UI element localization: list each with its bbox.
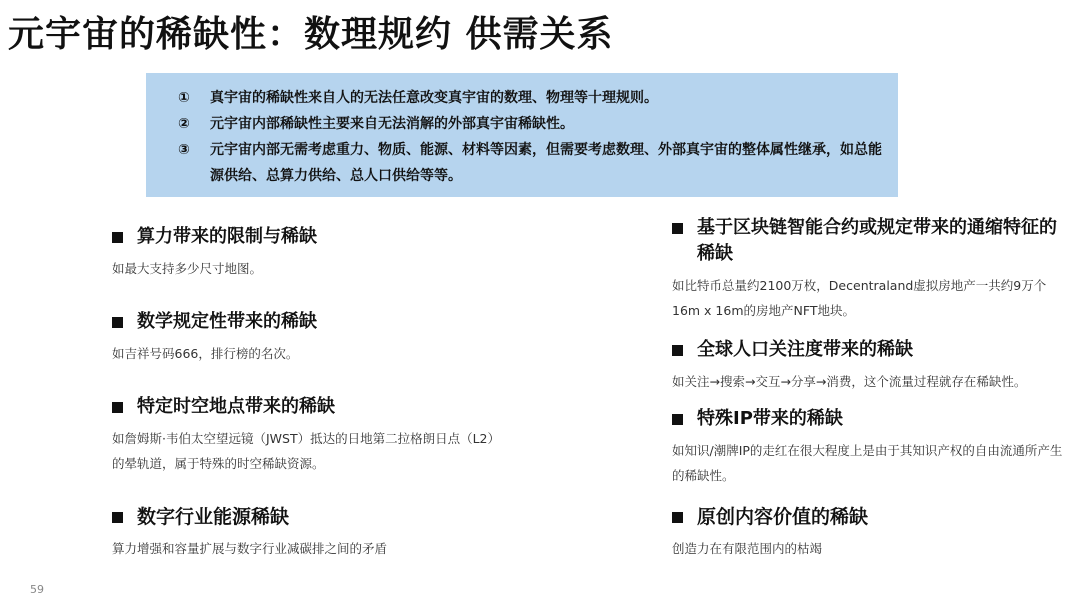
summary-item (178, 137, 884, 189)
section-heading-text: 基于区块链智能合约或规定带来的通缩特征的稀缺 (697, 217, 1057, 264)
section-heading-text: 数学规定性带来的稀缺 (137, 311, 317, 332)
section-heading (112, 504, 532, 530)
page-number: 59 (30, 583, 44, 596)
summary-text: 元宇宙内部稀缺性主要来自无法消解的外部真宇宙稀缺性。 (210, 116, 574, 132)
section-heading-text: 特定时空地点带来的稀缺 (137, 396, 335, 417)
section-body: 算力增强和容量扩展与数字行业减碳排之间的矛盾 (112, 541, 388, 556)
summary-box (146, 73, 898, 197)
square-bullet-icon (672, 345, 683, 356)
slide-title: 元宇宙的稀缺性：数理规约 供需关系 (8, 14, 614, 55)
section-body: 如关注→搜索→交互→分享→消费，这个流量过程就存在稀缺性。 (672, 374, 1027, 389)
section-spacetime-scarcity (112, 394, 512, 476)
section-heading-text: 全球人口关注度带来的稀缺 (697, 339, 913, 360)
section-heading (112, 309, 532, 335)
section-heading (672, 215, 1057, 267)
section-heading-text: 数字行业能源稀缺 (137, 506, 290, 528)
section-body: 如知识/潮牌IP的走红在很大程度上是由于其知识产权的自由流通所产生的稀缺性。 (672, 443, 1063, 483)
section-body: 如詹姆斯·韦伯太空望远镜（JWST）抵达的日地第二拉格朗日点（L2）的晕轨道，属于特殊的时空稀缺资源。 (112, 431, 501, 471)
section-original-content-scarcity (672, 504, 1072, 561)
square-bullet-icon (112, 317, 123, 328)
summary-item (178, 85, 884, 111)
section-math-scarcity (112, 309, 532, 366)
section-compute-scarcity (112, 224, 532, 281)
section-attention-scarcity (672, 337, 1072, 394)
section-heading-text: 算力带来的限制与稀缺 (137, 226, 317, 247)
square-bullet-icon (112, 512, 123, 523)
section-heading (672, 504, 1072, 530)
section-heading (112, 394, 512, 420)
section-heading (672, 337, 1072, 363)
summary-number: ② (178, 116, 190, 132)
section-ip-scarcity (672, 406, 1072, 488)
summary-number: ① (178, 90, 190, 106)
summary-item (178, 111, 884, 137)
section-heading (112, 224, 532, 250)
section-energy-scarcity (112, 504, 532, 561)
summary-text: 元宇宙内部无需考虑重力、物质、能源、材料等因素，但需要考虑数理、外部真宇宙的整体属性继承，如总能源供给、总算力供给、总人口供给等等。 (210, 142, 882, 184)
section-blockchain-scarcity (672, 215, 1057, 323)
square-bullet-icon (672, 512, 683, 523)
square-bullet-icon (112, 232, 123, 243)
summary-text: 真宇宙的稀缺性来自人的无法任意改变真宇宙的数理、物理等十理规则。 (210, 90, 658, 106)
section-body: 如吉祥号码666，排行榜的名次。 (112, 346, 299, 361)
section-heading-text: 特殊IP带来的稀缺 (697, 408, 843, 429)
square-bullet-icon (672, 223, 683, 234)
section-body: 如最大支持多少尺寸地图。 (112, 261, 263, 276)
section-body: 创造力在有限范围内的枯竭 (672, 541, 823, 556)
summary-number: ③ (178, 142, 190, 158)
square-bullet-icon (672, 414, 683, 425)
section-heading (672, 406, 1072, 432)
square-bullet-icon (112, 402, 123, 413)
section-body: 如比特币总量约2100万枚，Decentraland虚拟房地产一共约9万个16m x 16m的房地产NFT地块。 (672, 278, 1047, 318)
section-heading-text: 原创内容价值的稀缺 (697, 506, 869, 528)
